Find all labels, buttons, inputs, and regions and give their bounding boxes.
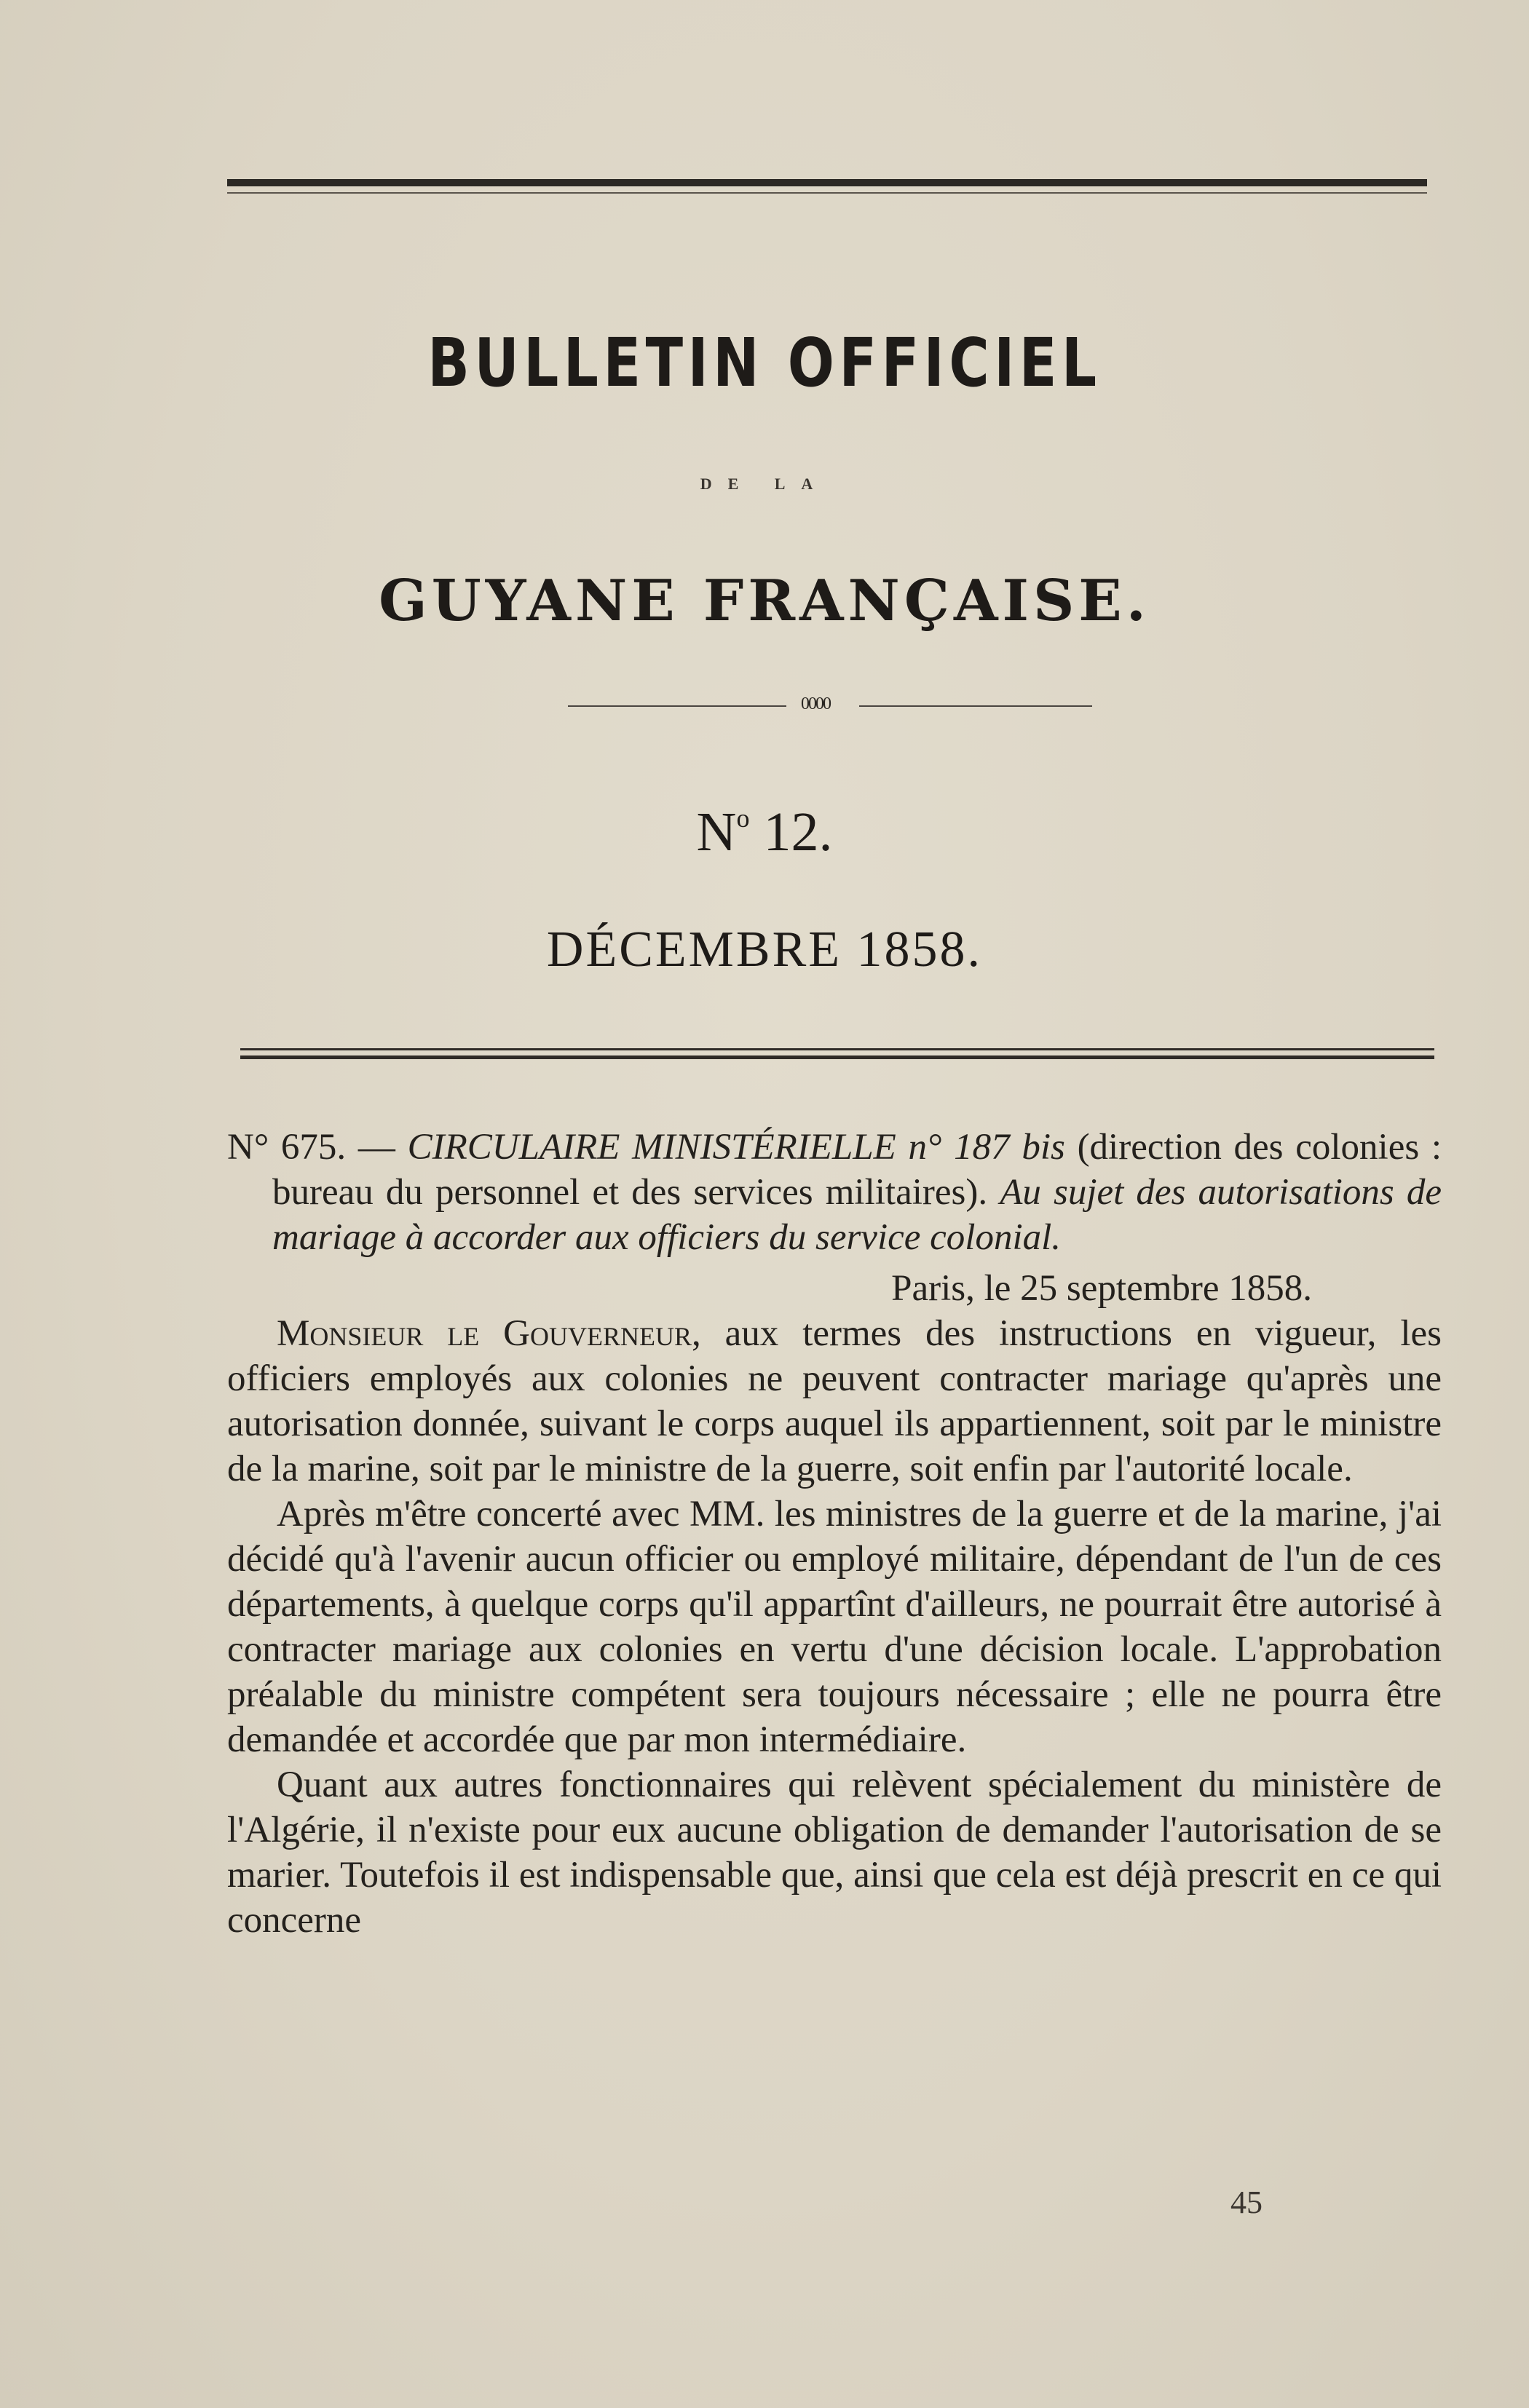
- article-body: [227, 1125, 1442, 1943]
- issue-number: $N^o$ 12.: [696, 801, 833, 863]
- paragraph-2: Après m'être concerté avec MM. les ministres de la guerre et de la marine, j'ai décidé qu'à l'avenir aucun officier ou employé militaire, dépendant de l'un de ces départements, à quelque corps qu'il appartînt d'ailleurs, ne pourrait être autorisé à contracter mariage aux colonies en vertu d'une décision locale. L'approbation préalable du ministre compétent sera toujours nécessaire ; elle ne pourra être demandée et accordée que par mon intermédiaire.: [227, 1494, 1442, 1760]
- bulletin-title: BULLETIN OFFICIEL: [427, 324, 1102, 402]
- colony-title: GUYANE FRANÇAISE.: [379, 568, 1150, 634]
- ornament-glyph: 0000: [801, 694, 830, 713]
- paragraph-3: Quant aux autres fonctionnaires qui relèvent spécialement du ministère de l'Algérie, il n'existe pour eux aucune obligation de demander l'autorisation de se marier. Toutefois il est indispensable que, ainsi que cela est déjà prescrit en ce qui concerne: [227, 1765, 1442, 1941]
- top-rule-thick: [227, 179, 1427, 186]
- article-subject: Au sujet des autorisations de mariage à accorder aux officiers du service colonial.: [272, 1172, 1442, 1258]
- article-title: CIRCULAIRE MINISTÉRIELLE: [407, 1127, 896, 1168]
- section-rule-thin: [240, 1048, 1434, 1050]
- ornament-divider: [568, 694, 1092, 713]
- article-direction: (direction des colonies : bureau du personnel et des services militaires).: [272, 1127, 1442, 1213]
- circular-bis: bis: [1022, 1127, 1065, 1168]
- paragraph-1: Monsieur le Gouverneur, aux termes des instructions en vigueur, les officiers employés aux colonies ne peuvent contracter mariage qu'après une autorisation donnée, suivant le corps auquel ils appartiennent, soit par le ministre de la marine, soit par le ministre de la guerre, soit enfin par l'autorité locale.: [227, 1313, 1442, 1489]
- circular-reference: n° 187: [908, 1127, 1010, 1168]
- salutation: Monsieur le Gouverneur: [277, 1313, 692, 1354]
- top-rule-thin: [227, 192, 1427, 194]
- page-number: 45: [1230, 2185, 1263, 2220]
- article-heading: [227, 1125, 1442, 1260]
- article-number: N° 675. —: [227, 1127, 395, 1168]
- section-rule-thick: [240, 1056, 1434, 1059]
- issue-date: DÉCEMBRE 1858.: [546, 922, 983, 978]
- place-date: Paris, le 25 septembre 1858.: [891, 1268, 1312, 1309]
- title-connector: DE LA: [700, 475, 829, 493]
